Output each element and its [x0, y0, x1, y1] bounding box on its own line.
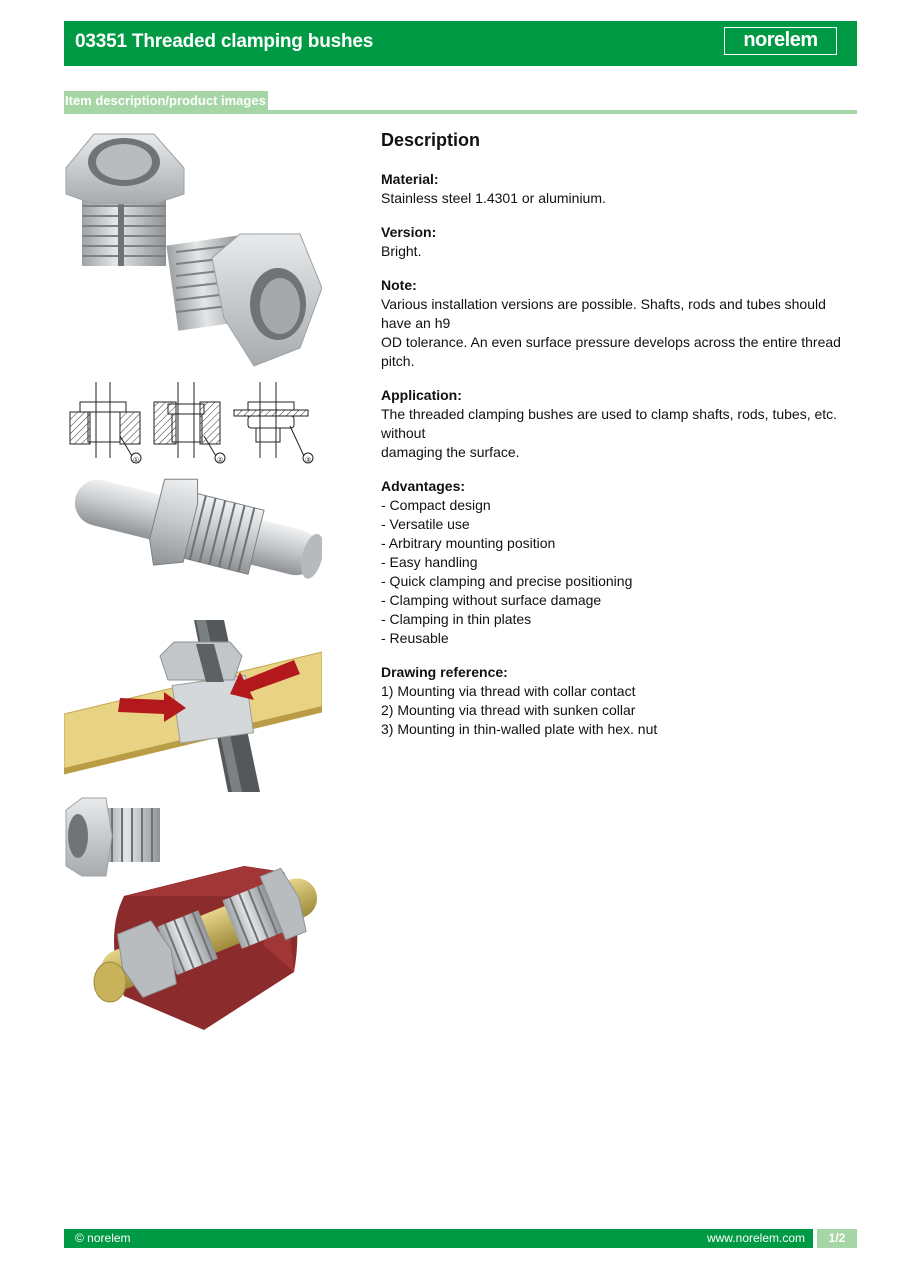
- marker-3: ③: [304, 456, 312, 464]
- page-header: [64, 21, 857, 66]
- material-block: [381, 170, 857, 208]
- drawing-reference-item: 2) Mounting via thread with sunken collar: [381, 702, 636, 718]
- drawing-reference-item: 1) Mounting via thread with collar contact: [381, 683, 636, 699]
- drawing-reference-block: [381, 663, 857, 739]
- advantages-block: [381, 477, 857, 648]
- version-block: [381, 223, 857, 261]
- description-section: [381, 128, 857, 754]
- advantage-item: - Compact design: [381, 497, 491, 513]
- section-label: Item description/product images: [65, 93, 266, 108]
- material-text: Stainless steel 1.4301 or aluminium.: [381, 190, 606, 206]
- advantage-item: - Easy handling: [381, 554, 478, 570]
- application-heading: Application:: [381, 387, 462, 403]
- drawing-3: [234, 382, 313, 463]
- advantage-item: - Quick clamping and precise positioning: [381, 573, 633, 589]
- application-illustration-block: [64, 796, 322, 1034]
- application-block: [381, 386, 857, 462]
- drawing-2: [154, 382, 225, 463]
- page-number: 1/2: [817, 1229, 857, 1248]
- page-title: 03351 Threaded clamping bushes: [75, 31, 374, 52]
- advantage-item: - Reusable: [381, 630, 449, 646]
- product-photo-shaft: [64, 474, 322, 612]
- footer-website-link[interactable]: www.norelem.com: [706, 1231, 805, 1245]
- advantage-item: - Arbitrary mounting position: [381, 535, 556, 551]
- footer-copyright: © norelem: [75, 1231, 131, 1245]
- version-heading: Version:: [381, 224, 437, 240]
- marker-2: ②: [216, 456, 224, 464]
- drawing-1: [70, 382, 141, 463]
- norelem-logo: [724, 27, 837, 55]
- application-illustration-plate: [64, 620, 322, 792]
- drawing-reference-item: 3) Mounting in thin-walled plate with hex. nut: [381, 721, 658, 737]
- page-footer: [64, 1229, 857, 1248]
- note-heading: Note:: [381, 277, 417, 293]
- advantage-item: - Clamping without surface damage: [381, 592, 602, 608]
- application-line: damaging the surface.: [381, 444, 520, 460]
- drawing-reference-heading: Drawing reference:: [381, 664, 508, 680]
- marker-1: ①: [132, 456, 140, 464]
- description-title: Description: [381, 130, 481, 150]
- note-line: Various installation versions are possible. Shafts, rods and tubes should have an h9: [381, 296, 826, 331]
- note-line: OD tolerance. An even surface pressure develops across the entire thread pitch.: [381, 334, 841, 369]
- advantage-item: - Versatile use: [381, 516, 470, 532]
- advantages-heading: Advantages:: [381, 478, 466, 494]
- version-text: Bright.: [381, 243, 422, 259]
- advantage-item: - Clamping in thin plates: [381, 611, 532, 627]
- product-photo-bushes: [64, 128, 322, 368]
- note-block: [381, 276, 857, 371]
- section-divider: [64, 110, 857, 114]
- material-heading: Material:: [381, 171, 439, 187]
- logo-text: norelem: [743, 29, 818, 51]
- application-line: The threaded clamping bushes are used to clamp shafts, rods, tubes, etc. without: [381, 406, 838, 441]
- mounting-drawings: [64, 376, 322, 468]
